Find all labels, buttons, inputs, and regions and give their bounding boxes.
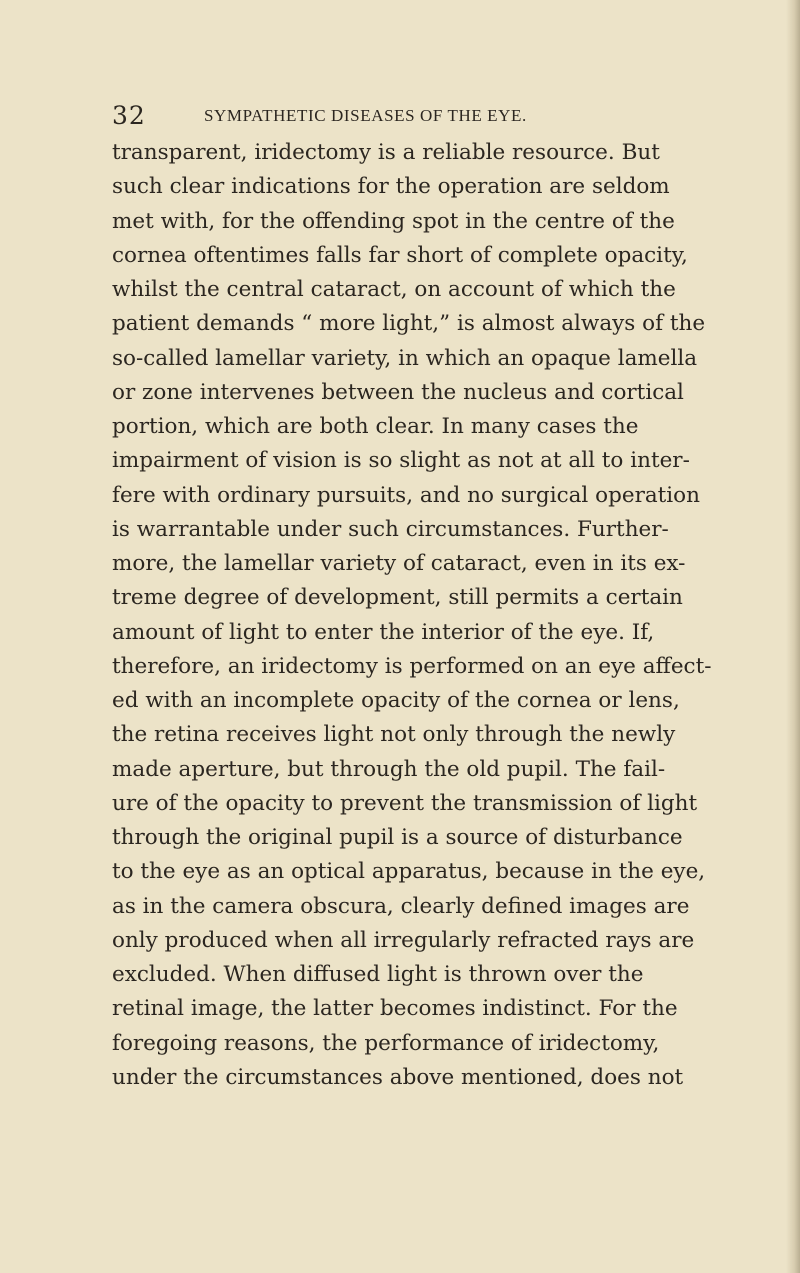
text-line: is warrantable under such circumstances. Further- [112, 516, 669, 542]
text-line: as in the camera obscura, clearly defined images are [112, 893, 690, 919]
text-line: to the eye as an optical apparatus, because in the eye, [112, 859, 706, 885]
text-line: under the circumstances above mentioned, does not [112, 1064, 684, 1090]
text-line: portion, which are both clear. In many cases the [112, 414, 639, 439]
text-line: or zone intervenes between the nucleus and cortical [112, 379, 684, 405]
text-line: ure of the opacity to prevent the transmission of light [112, 790, 698, 816]
text-line: ed with an incomplete opacity of the cornea or lens, [112, 688, 680, 713]
text-line: more, the lamellar variety of cataract, even in its ex- [112, 551, 686, 576]
running-title: SYMPATHETIC DISEASES OF THE EYE. [204, 106, 527, 125]
text-line: made aperture, but through the old pupil. The fail- [112, 756, 666, 782]
text-line: transparent, iridectomy is a reliable resource. But [112, 140, 660, 165]
text-line: met with, for the offending spot in the centre of the [112, 208, 675, 234]
text-line: therefore, an iridectomy is performed on an eye affect- [112, 653, 712, 679]
text-line: foregoing reasons, the performance of iridectomy, [112, 1030, 660, 1056]
text-line: fere with ordinary pursuits, and no surgical operation [112, 482, 700, 508]
text-line: cornea oftentimes falls far short of complete opacity, [112, 242, 688, 268]
running-head [112, 100, 752, 132]
text-line: the retina receives light not only through the newly [112, 722, 676, 748]
text-line: such clear indications for the operation are seldom [112, 174, 670, 200]
text-line: treme degree of development, still permits a certain [112, 585, 683, 611]
text-line: retinal image, the latter becomes indistinct. For the [112, 996, 678, 1022]
text-line: excluded. When diffused light is thrown over the [112, 962, 644, 987]
text-line: patient demands “ more light,” is almost always of the [112, 311, 706, 337]
text-line: only produced when all irregularly refracted rays are [112, 927, 695, 953]
text-line: impairment of vision is so slight as not at all to inter- [112, 448, 690, 474]
page-edge-shadow [786, 0, 800, 1273]
body-text [112, 136, 772, 1095]
text-line: amount of light to enter the interior of the eye. If, [112, 619, 655, 645]
text-line: whilst the central cataract, on account of which the [112, 277, 676, 302]
text-line: so-called lamellar variety, in which an opaque lamella [112, 345, 698, 371]
text-line: through the original pupil is a source of disturbance [112, 825, 683, 850]
page-number: 32 [112, 101, 146, 130]
